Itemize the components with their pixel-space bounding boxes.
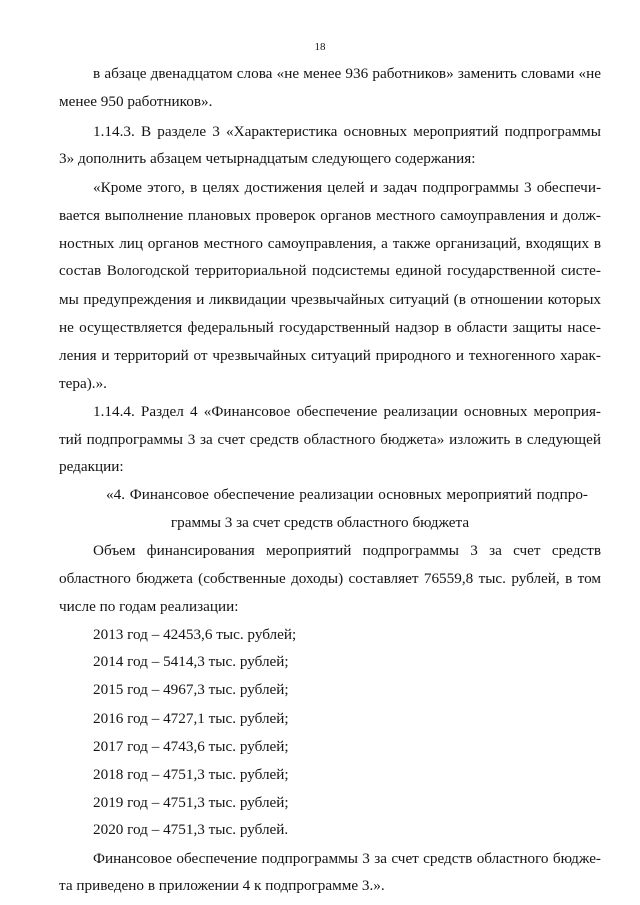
text-line: Финансовое обеспечение подпрограммы 3 за счет средств областного бюдже- <box>93 850 601 867</box>
text-line: ностных лиц органов местного самоуправления, а также организаций, входящих в <box>59 235 601 252</box>
year-item: 2016 год – 4727,1 тыс. рублей; <box>93 710 289 727</box>
text-line: менее 950 работников». <box>59 93 213 110</box>
text-line: тий подпрограммы 3 за счет средств областного бюджета» изложить в следующей <box>59 431 601 448</box>
page-number: 18 <box>314 41 326 53</box>
text-line: 1.14.4. Раздел 4 «Финансовое обеспечение реализации основных мероприя- <box>93 403 601 420</box>
year-item: 2020 год – 4751,3 тыс. рублей. <box>93 821 289 838</box>
text-line: областного бюджета (собственные доходы) составляет 76559,8 тыс. рублей, в том <box>59 570 601 587</box>
year-item: 2015 год – 4967,3 тыс. рублей; <box>93 681 289 698</box>
text-line: числе по годам реализации: <box>59 598 239 615</box>
text-line: Объем финансирования мероприятий подпрограммы 3 за счет средств <box>93 542 601 559</box>
section-heading-line: граммы 3 за счет средств областного бюджета <box>170 514 470 531</box>
text-line: состав Вологодской территориальной подсистемы единой государственной систе- <box>59 262 601 279</box>
year-item: 2018 год – 4751,3 тыс. рублей; <box>93 766 289 783</box>
year-item: 2019 год – 4751,3 тыс. рублей; <box>93 794 289 811</box>
section-heading-line: «4. Финансовое обеспечение реализации основных мероприятий подпро- <box>106 486 588 503</box>
text-line: «Кроме этого, в целях достижения целей и задач подпрограммы 3 обеспечи- <box>93 179 601 196</box>
text-line: та приведено в приложении 4 к подпрограмме 3.». <box>59 877 385 894</box>
text-line: 1.14.3. В разделе 3 «Характеристика основных мероприятий подпрограммы <box>93 123 601 140</box>
year-item: 2017 год – 4743,6 тыс. рублей; <box>93 738 289 755</box>
text-line: редакции: <box>59 458 124 475</box>
text-line: не осуществляется федеральный государственный надзор в области защиты насе- <box>59 319 601 336</box>
text-line: тера).». <box>59 375 107 392</box>
text-line: вается выполнение плановых проверок органов местного самоуправления и долж- <box>59 207 601 224</box>
text-line: 3» дополнить абзацем четырнадцатым следующего содержания: <box>59 150 476 167</box>
year-item: 2014 год – 5414,3 тыс. рублей; <box>93 653 289 670</box>
text-line: в абзаце двенадцатом слова «не менее 936 работников» заменить словами «не <box>93 65 601 82</box>
text-line: мы предупреждения и ликвидации чрезвычайных ситуаций (в отношении которых <box>59 291 601 308</box>
year-item: 2013 год – 42453,6 тыс. рублей; <box>93 626 297 643</box>
text-line: ления и территорий от чрезвычайных ситуаций природного и техногенного харак- <box>59 347 601 364</box>
